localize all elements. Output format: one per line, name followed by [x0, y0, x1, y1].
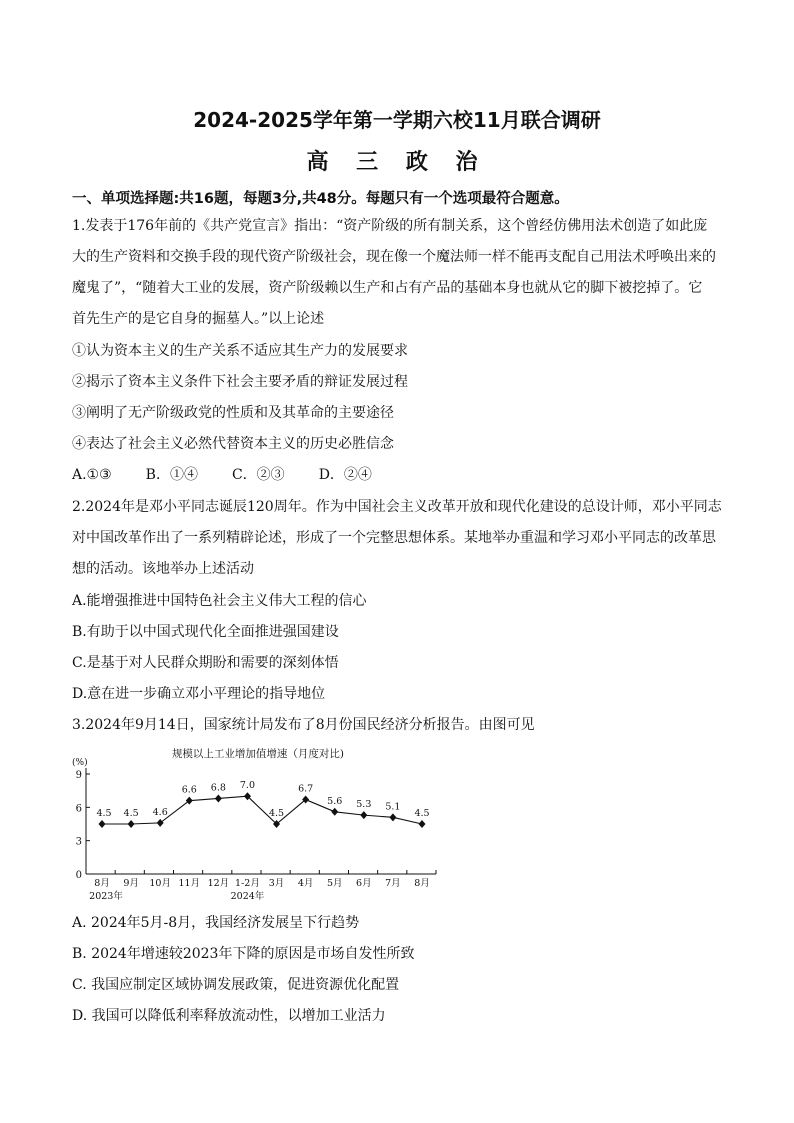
data-label: 4.5 [268, 808, 285, 819]
q1-item: ②揭示了资本主义条件下社会主要矛盾的辩证发展过程 [72, 374, 408, 390]
x-tick-label: 12月 [207, 878, 230, 889]
x-tick-label: 8月 [414, 878, 430, 889]
data-point [302, 796, 309, 804]
q2-stem-line: 对中国改革作出了一系列精辟论述，形成了一个完整思想体系。某地举办重温和学习邓小平同志的改革思 [72, 530, 716, 546]
data-label: 4.5 [123, 808, 139, 819]
x-tick-label: 8月 [94, 878, 110, 889]
data-point [331, 808, 338, 816]
y-tick-label: 0 [75, 870, 82, 881]
y-axis-unit: (%) [72, 758, 88, 768]
series-line [102, 796, 422, 824]
q2-option-c[interactable]: C.是基于对人民群众期盼和需要的深刻体悟 [72, 655, 339, 671]
data-label: 5.6 [327, 795, 343, 807]
y-tick-label: 6 [75, 803, 82, 815]
data-point [186, 797, 193, 805]
data-label: 6.6 [181, 784, 197, 796]
x-tick-label: 5月 [326, 878, 343, 889]
q1-item: ③阐明了无产阶级政党的性质和及其革命的主要途径 [72, 405, 394, 421]
data-point [389, 813, 396, 821]
q2-option-a[interactable]: A.能增强推进中国特色社会主义伟大工程的信心 [72, 593, 367, 609]
section-heading: 一、单项选择题:共16题，每题3分,共48分。每题只有一个选项最符合题意。 [72, 191, 569, 207]
q3-option-b[interactable]: B. 2024年增速较2023年下降的原因是市场自发性所致 [72, 946, 415, 962]
q3-option-a[interactable]: A. 2024年5月-8月，我国经济发展呈下行趋势 [72, 915, 360, 931]
q3-option-d[interactable]: D. 我国可以降低利率释放流动性，以增加工业活力 [72, 1008, 386, 1024]
q1-item: ④表达了社会主义必然代替资本主义的历史必胜信念 [72, 436, 394, 452]
chart-title: 规模以上工业增加值增速（月度对比) [171, 748, 345, 760]
q1-stem-line: 魔鬼了”，“随着大工业的发展，资产阶级赖以生产和占有产品的基础本身也就从它的脚下被挖掉了。它 [72, 280, 703, 296]
data-point [215, 794, 222, 802]
data-point [99, 820, 106, 828]
y-tick-label: 9 [75, 770, 82, 781]
q2-stem-line: 想的活动。该地举办上述活动 [72, 561, 254, 577]
y-tick-label: 3 [75, 836, 82, 848]
x-tick-label: 3月 [268, 878, 285, 889]
q1-option-c[interactable]: C．②③ [231, 467, 285, 483]
data-point [360, 811, 367, 819]
year-label: 2023年 [89, 891, 123, 902]
data-label: 5.3 [356, 799, 372, 811]
x-tick-label: 6月 [356, 878, 372, 889]
exam-subtitle: 高 三 政 治 [306, 150, 488, 175]
exam-title: 2024-2025学年第一学期六校11月联合调研 [193, 108, 601, 132]
data-label: 4.6 [152, 806, 168, 818]
x-tick-label: 11月 [178, 878, 201, 889]
data-point [419, 820, 426, 828]
x-tick-label: 7月 [385, 878, 401, 889]
q1-stem-line: 大的生产资料和交换手段的现代资产阶级社会，现在像一个魔法师一样不能再支配自己用法术呼唤出来的 [72, 249, 716, 265]
data-label: 7.0 [239, 780, 256, 792]
q1-stem-line: 首先生产的是它自身的掘墓人。”以上论述 [72, 311, 325, 327]
q2-option-d[interactable]: D.意在进一步确立邓小平理论的指导地位 [72, 686, 326, 702]
q1-option-d[interactable]: D．②④ [318, 467, 372, 483]
q1-stem-line: 1.发表于176年前的《共产党宣言》指出：“资产阶级的所有制关系，这个曾经仿佛用法术创造了如此庞 [72, 218, 708, 234]
data-point [128, 820, 135, 828]
q2-option-b[interactable]: B.有助于以中国式现代化全面推进强国建设 [72, 624, 339, 640]
x-tick-label: 9月 [123, 878, 139, 889]
data-label: 6.7 [298, 783, 314, 795]
q3-option-c[interactable]: C. 我国应制定区域协调发展政策，促进资源优化配置 [72, 977, 400, 993]
data-point [157, 819, 164, 827]
line-chart [70, 740, 440, 905]
line-chart-svg [70, 740, 440, 905]
x-tick-label: 1-2月 [235, 878, 260, 889]
q1-option-a[interactable]: A.①③ [72, 467, 112, 483]
x-tick-label: 10月 [149, 878, 171, 889]
q1-options [72, 465, 732, 485]
q2-stem-line: 2.2024年是邓小平同志诞辰120周年。作为中国社会主义改革开放和现代化建设的总设计师，邓小平同志 [72, 499, 722, 515]
data-label: 5.1 [385, 801, 401, 813]
year-label: 2024年 [230, 891, 265, 902]
x-tick-label: 4月 [297, 878, 314, 889]
data-label: 4.5 [414, 808, 430, 819]
q1-option-b[interactable]: B．①④ [145, 467, 198, 483]
data-label: 4.5 [96, 808, 112, 819]
data-label: 6.8 [210, 782, 226, 794]
q3-stem: 3.2024年9月14日，国家统计局发布了8月份国民经济分析报告。由图可见 [72, 717, 535, 733]
q1-item: ①认为资本主义的生产关系不适应其生产力的发展要求 [72, 343, 408, 359]
